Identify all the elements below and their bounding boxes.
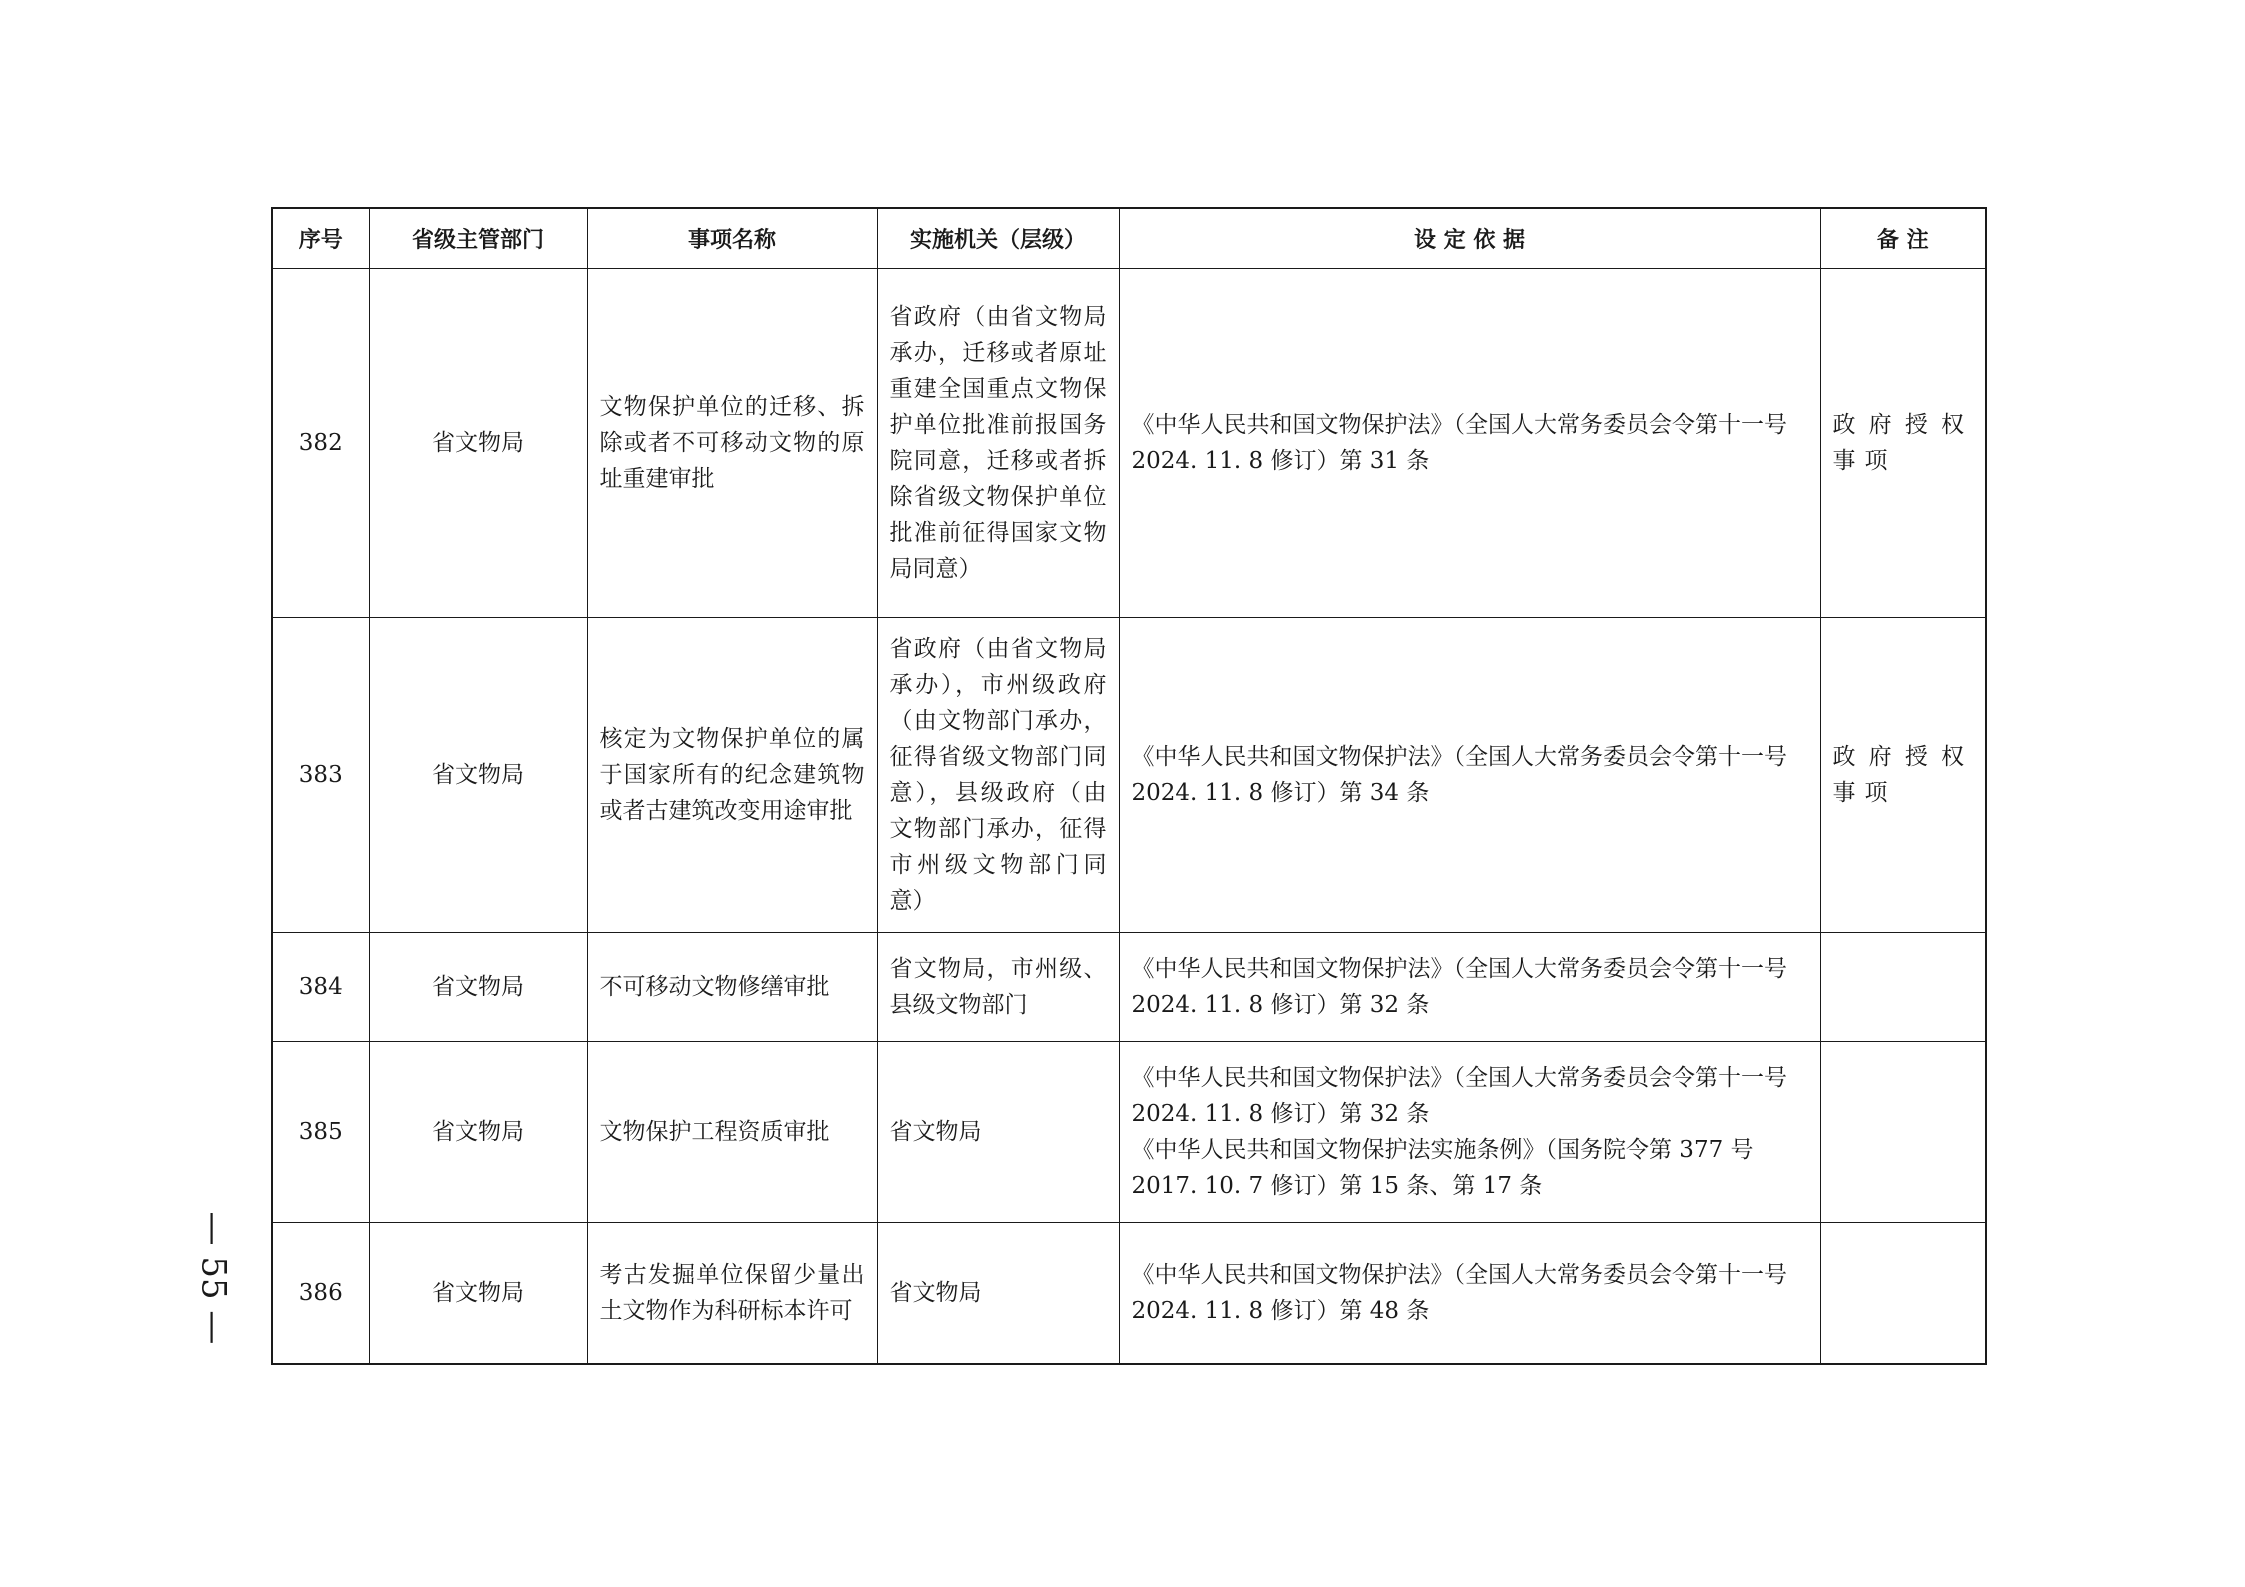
cell-org: 省文物局 [877,1223,1119,1365]
cell-no: 383 [272,618,369,933]
table-row [272,933,1986,1042]
approval-items-table [271,207,1987,1365]
cell-item-name: 文物保护工程资质审批 [587,1042,877,1223]
cell-no: 386 [272,1223,369,1365]
header-dept: 省级主管部门 [369,208,587,269]
cell-note [1820,1042,1986,1223]
cell-no: 382 [272,269,369,618]
table-header-row [272,208,1986,269]
cell-note: 政府授权事项 [1820,618,1986,933]
cell-item-name: 不可移动文物修缮审批 [587,933,877,1042]
cell-item-name: 核定为文物保护单位的属于国家所有的纪念建筑物或者古建筑改变用途审批 [587,618,877,933]
cell-basis [1119,1223,1820,1365]
cell-basis [1119,1042,1820,1223]
header-name: 事项名称 [587,208,877,269]
basis-line: 《中华人民共和国文物保护法》（全国人大常务委员会令第十一号 2024. 11. 8 修订）第 34 条 [1131,744,1787,806]
basis-line: 《中华人民共和国文物保护法》（全国人大常务委员会令第十一号 2024. 11. 8 修订）第 31 条 [1131,412,1787,474]
cell-dept: 省文物局 [369,1042,587,1223]
basis-line: 《中华人民共和国文物保护法实施条例》（国务院令第 377 号 2017. 10. 7 修订）第 15 条、第 17 条 [1131,1137,1754,1199]
cell-note: 政府授权事项 [1820,269,1986,618]
cell-item-name: 考古发掘单位保留少量出土文物作为科研标本许可 [587,1223,877,1365]
header-org: 实施机关（层级） [877,208,1119,269]
basis-line: 《中华人民共和国文物保护法》（全国人大常务委员会令第十一号 2024. 11. 8 修订）第 48 条 [1131,1262,1787,1324]
cell-dept: 省文物局 [369,618,587,933]
cell-org: 省文物局 [877,1042,1119,1223]
table-row [272,1223,1986,1365]
cell-org: 省政府（由省文物局承办），市州级政府（由文物部门承办，征得省级文物部门同意），县级政府（由文物部门承办，征得市州级文物部门同意） [877,618,1119,933]
header-basis: 设 定 依 据 [1119,208,1820,269]
table-row [272,1042,1986,1223]
table-row [272,618,1986,933]
cell-no: 384 [272,933,369,1042]
page-number-text: — 55 — [193,1211,234,1345]
cell-org: 省文物局，市州级、县级文物部门 [877,933,1119,1042]
cell-note [1820,1223,1986,1365]
cell-no: 385 [272,1042,369,1223]
cell-item-name: 文物保护单位的迁移、拆除或者不可移动文物的原址重建审批 [587,269,877,618]
page-number [188,1193,238,1363]
basis-line: 《中华人民共和国文物保护法》（全国人大常务委员会令第十一号 2024. 11. 8 修订）第 32 条 [1131,1065,1787,1127]
cell-dept: 省文物局 [369,933,587,1042]
basis-line: 《中华人民共和国文物保护法》（全国人大常务委员会令第十一号 2024. 11. 8 修订）第 32 条 [1131,956,1787,1018]
cell-dept: 省文物局 [369,1223,587,1365]
cell-basis [1119,933,1820,1042]
cell-org: 省政府（由省文物局承办，迁移或者原址重建全国重点文物保护单位批准前报国务院同意，迁移或者拆除省级文物保护单位批准前征得国家文物局同意） [877,269,1119,618]
table-row [272,269,1986,618]
cell-basis [1119,269,1820,618]
cell-basis [1119,618,1820,933]
cell-note [1820,933,1986,1042]
cell-dept: 省文物局 [369,269,587,618]
header-no: 序号 [272,208,369,269]
header-note: 备 注 [1820,208,1986,269]
